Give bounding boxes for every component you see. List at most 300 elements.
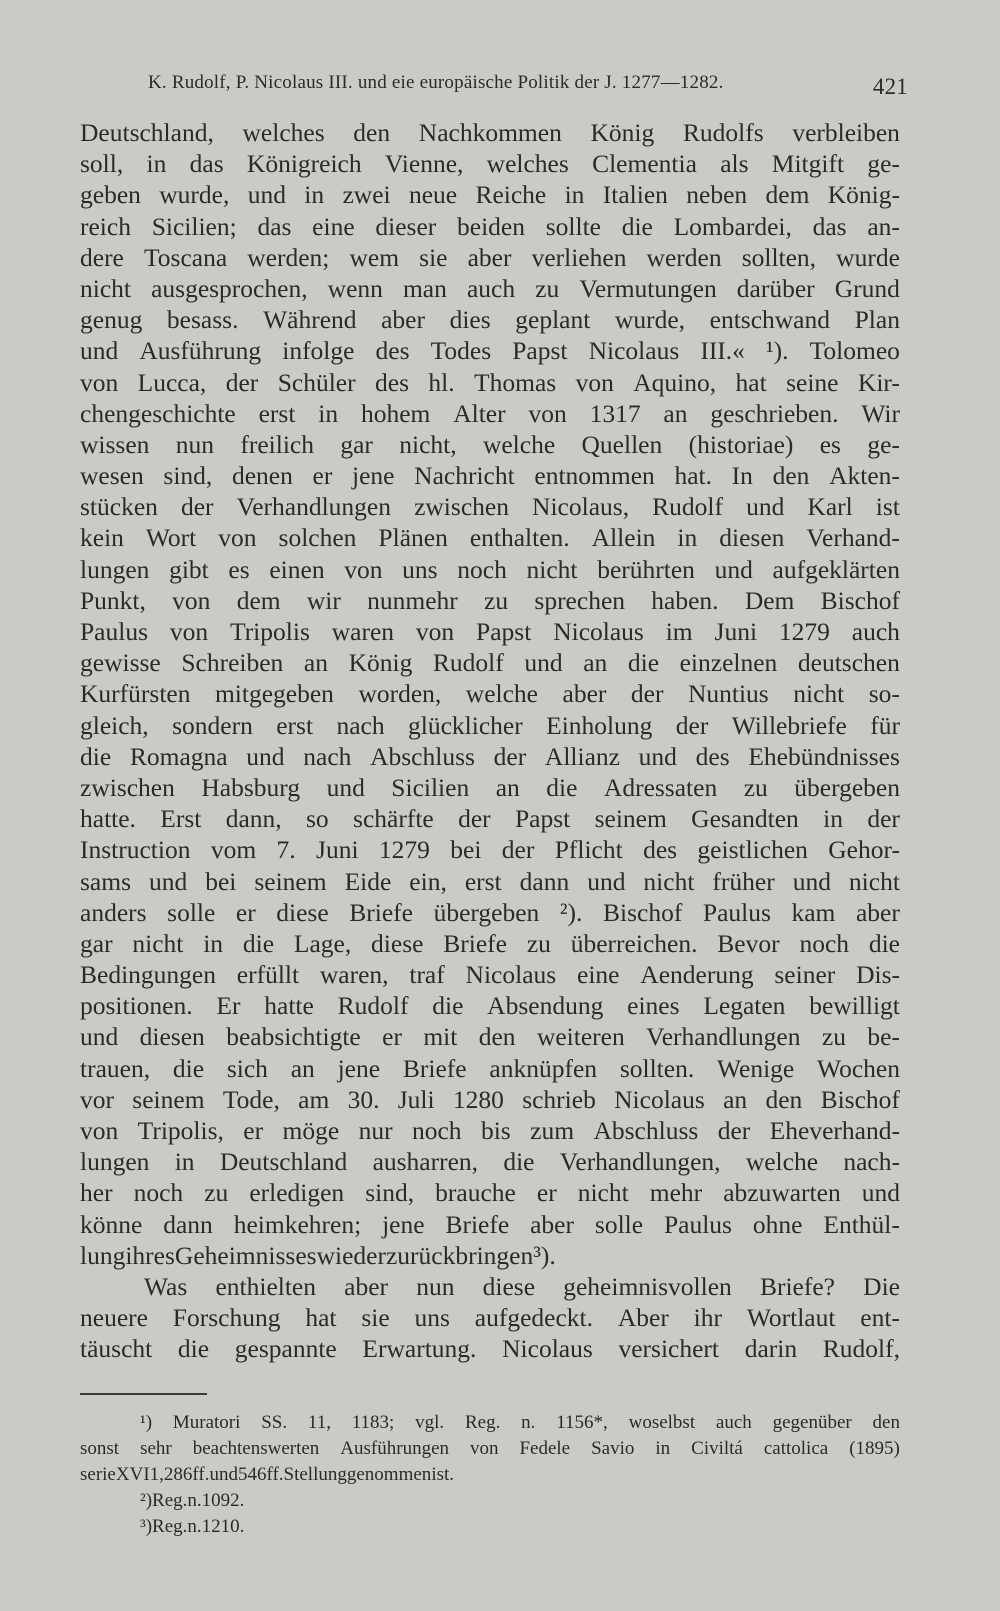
word: und <box>209 1464 238 1485</box>
text-line <box>80 148 900 179</box>
word: Erst <box>160 804 202 834</box>
text-line <box>80 1240 900 1271</box>
word: trauen, <box>80 1053 151 1083</box>
word: vor <box>80 1084 114 1114</box>
word: zu <box>535 273 560 303</box>
word: diese <box>276 897 329 927</box>
word: Lucca, <box>137 367 207 397</box>
word: könne <box>80 1209 143 1239</box>
word: Nuntius <box>687 679 769 709</box>
word: nur <box>358 1116 393 1145</box>
text-line <box>80 741 900 772</box>
word: Quellen <box>581 429 663 459</box>
word: anders <box>80 897 147 927</box>
word: her <box>80 1178 113 1208</box>
word: Toscana <box>143 242 228 272</box>
word: sollten, <box>741 242 817 272</box>
footnote-line <box>80 1488 900 1514</box>
word: ent- <box>860 1303 900 1333</box>
word: in <box>146 149 167 179</box>
word: geben <box>80 180 141 210</box>
word: diesen <box>719 523 785 553</box>
word: dere <box>80 242 124 272</box>
text-line <box>80 959 900 990</box>
word: wem <box>349 242 400 272</box>
word: von <box>344 554 383 584</box>
text-line <box>80 710 900 741</box>
word: die <box>177 1334 210 1364</box>
word: ff. <box>192 1464 210 1485</box>
word: der <box>630 679 664 709</box>
word: auch <box>851 617 900 646</box>
word: das <box>257 211 292 241</box>
word: ²). <box>559 897 583 927</box>
word: dann <box>163 1209 213 1239</box>
word: welches <box>242 118 325 147</box>
word: Akten- <box>829 461 900 491</box>
word: so- <box>868 679 900 709</box>
word: verliehen <box>531 242 627 272</box>
word: Aenderung <box>640 960 754 990</box>
word: Verhandlungen <box>646 1022 801 1052</box>
word: Schüler <box>277 367 356 397</box>
word: positionen. <box>80 991 193 1021</box>
word: von <box>575 367 614 397</box>
word: in <box>564 180 585 210</box>
word: Geheimnisses <box>174 1240 317 1270</box>
word: hat <box>305 1303 337 1333</box>
word: Instruction <box>80 835 191 865</box>
word: geschrieben. <box>710 398 839 428</box>
word: König- <box>827 180 900 210</box>
word: sondern <box>172 710 253 740</box>
footnote-divider <box>80 1393 207 1395</box>
word: erst <box>464 866 502 896</box>
word: von <box>169 617 209 646</box>
word: serie <box>80 1464 116 1485</box>
word: 11, <box>307 1412 331 1433</box>
word: noch <box>799 928 850 958</box>
word: eines <box>627 991 680 1021</box>
text-line <box>80 1209 900 1240</box>
word: die <box>621 211 653 241</box>
text-line <box>80 897 900 928</box>
word: Königreich <box>246 149 362 179</box>
word: Eheverhand- <box>769 1116 900 1145</box>
word: worden, <box>358 679 442 709</box>
word: beabsichtigte <box>226 1022 361 1052</box>
word: zwischen <box>80 772 175 802</box>
word: bis <box>480 1116 511 1145</box>
word: In <box>731 461 753 491</box>
word: Rudolf <box>432 648 504 678</box>
word: einen <box>269 554 325 584</box>
word: er <box>235 897 256 927</box>
word: an <box>495 772 520 802</box>
word: ist <box>875 492 900 522</box>
word: wurde, <box>159 180 230 210</box>
word: nun <box>416 1271 455 1301</box>
word: Romagna <box>129 741 228 771</box>
word: 1279 <box>378 835 430 865</box>
word: Ausführung <box>139 336 262 366</box>
footnote-line <box>80 1410 900 1436</box>
word: eine <box>577 960 620 990</box>
text-line <box>80 1021 900 1052</box>
word: ihr <box>693 1303 722 1333</box>
word: im <box>665 617 693 646</box>
word: Eide <box>344 866 392 896</box>
text-line <box>80 522 900 553</box>
word: ge- <box>867 429 900 459</box>
word: Bischof <box>820 585 900 615</box>
word: eine <box>312 211 355 241</box>
word: gleich, <box>80 710 149 740</box>
word: zum <box>530 1116 575 1145</box>
word: diese <box>371 928 424 958</box>
word: versichert <box>618 1334 719 1364</box>
word: nicht <box>643 866 695 896</box>
word: des <box>375 367 409 397</box>
word: mitgegeben <box>214 679 334 709</box>
word: 1156*, <box>556 1412 608 1433</box>
word: lungen <box>80 1147 150 1177</box>
word: sonst <box>80 1438 120 1459</box>
word: waren <box>331 617 395 646</box>
word: Tode, <box>222 1084 280 1114</box>
word: nicht, <box>399 429 457 459</box>
word: genommen <box>346 1464 432 1485</box>
word: wurde <box>836 242 900 272</box>
word: hat <box>735 367 767 397</box>
word: nicht <box>526 554 578 584</box>
word: 546 <box>237 1464 267 1485</box>
word: Wenige <box>717 1053 795 1083</box>
word: Vermutungen <box>579 273 717 303</box>
word: Plan <box>854 305 900 335</box>
word: der <box>493 741 527 771</box>
word: ff. <box>266 1464 284 1485</box>
word: ²) <box>140 1490 153 1511</box>
word: soll, <box>80 149 124 179</box>
word: Plänen <box>378 523 448 553</box>
word: Legaten <box>703 991 786 1021</box>
word: der <box>458 804 491 834</box>
word: Papst <box>476 617 532 646</box>
word: an- <box>867 211 900 241</box>
word: beachtenswerten <box>192 1438 320 1459</box>
word: hatte. <box>80 804 136 834</box>
word: Gehor- <box>828 835 900 865</box>
word: Rudolf <box>337 991 409 1021</box>
word: lung <box>80 1240 126 1270</box>
word: Muratori <box>172 1412 241 1433</box>
word: erledigen <box>249 1178 345 1208</box>
word: nach- <box>843 1147 900 1177</box>
word: in <box>677 523 698 553</box>
word: Die <box>863 1271 900 1301</box>
word: in <box>655 1438 671 1459</box>
word: Sicilien <box>391 772 470 802</box>
word: lungen <box>80 554 150 584</box>
word: sind, <box>365 1178 415 1208</box>
word: Allianz <box>544 741 620 771</box>
word: überreichen. <box>570 928 698 958</box>
word: zu <box>204 1178 229 1208</box>
word: nunmehr <box>367 585 458 615</box>
word: Clementia <box>592 149 697 179</box>
word: noch <box>457 554 507 584</box>
word: Wir <box>861 398 900 428</box>
word: den <box>353 118 391 147</box>
word: Thomas <box>474 367 557 397</box>
word: Er <box>216 991 241 1021</box>
word: Briefe <box>443 928 507 958</box>
word: Grund <box>834 273 900 303</box>
text-line <box>80 585 900 616</box>
word: 7. <box>276 835 296 865</box>
word: sie <box>419 242 448 272</box>
word: waren, <box>319 960 389 990</box>
word: uns <box>402 554 438 584</box>
word: hat. <box>674 461 712 491</box>
page-header <box>148 66 908 100</box>
word: und <box>714 554 753 584</box>
word: Verhandlungen <box>236 492 391 522</box>
word: nach <box>303 741 352 771</box>
word: 286 <box>163 1464 193 1485</box>
word: welches <box>486 149 569 179</box>
word: aber <box>530 1209 574 1239</box>
word: so <box>306 804 329 834</box>
word: 1210. <box>201 1516 245 1537</box>
word: er <box>243 1116 264 1145</box>
text-line <box>80 367 900 398</box>
word: cattolica <box>763 1438 829 1459</box>
word: die <box>546 772 578 802</box>
word: und <box>247 180 286 210</box>
word: seiner <box>774 960 836 990</box>
word: kein <box>80 523 124 553</box>
word: ausharren, <box>372 1147 479 1177</box>
word: nun <box>175 429 215 459</box>
word: noch <box>133 1178 184 1208</box>
word: 1092. <box>201 1490 245 1511</box>
word: der <box>501 835 535 865</box>
word: welche <box>465 679 539 709</box>
word: Bischof <box>602 897 683 927</box>
word: Fedele <box>519 1438 571 1459</box>
word: Deutschland <box>219 1147 348 1177</box>
word: Gesandten <box>691 804 799 834</box>
word: traf <box>409 960 445 990</box>
word: Reg. <box>152 1490 188 1511</box>
word: auch <box>466 273 516 303</box>
word: brauche <box>435 1178 516 1208</box>
word: 1183; <box>351 1412 395 1433</box>
word: seine <box>786 367 839 397</box>
word: enthalten. <box>469 523 570 553</box>
word: n. <box>521 1412 536 1433</box>
word: noch <box>411 1116 462 1145</box>
word: Tripolis <box>230 617 310 646</box>
word: Wortlaut <box>746 1303 836 1333</box>
word: Briefe <box>445 1209 510 1239</box>
word: jene <box>352 461 395 491</box>
word: woselbst <box>628 1412 696 1433</box>
word: kam <box>791 897 836 927</box>
word: gespannte <box>234 1334 337 1364</box>
word: sprechen <box>534 585 626 615</box>
word: wurde, <box>614 305 686 335</box>
word: an <box>290 1053 315 1083</box>
word: seinem <box>594 804 667 834</box>
word: und <box>638 741 677 771</box>
word: Bischof <box>820 1084 900 1114</box>
word: gibt <box>169 554 209 584</box>
word: gewisse <box>80 648 161 678</box>
text-line <box>80 398 900 429</box>
word: der <box>180 492 214 522</box>
word: sind, <box>163 461 213 491</box>
word: (historiae) <box>688 429 794 459</box>
word: heimkehren; <box>233 1209 362 1239</box>
text-line <box>80 647 900 678</box>
text-line <box>80 335 900 366</box>
text-line <box>80 1084 900 1115</box>
main-text <box>80 117 900 1365</box>
word: dieser <box>375 211 437 241</box>
word: Deutschland, <box>80 118 214 147</box>
text-line <box>80 179 900 210</box>
footnote-line <box>80 1436 900 1462</box>
word: hl. <box>428 367 455 397</box>
word: Briefe <box>402 1053 467 1083</box>
word: an <box>723 1084 748 1114</box>
word: die <box>432 991 464 1021</box>
word: von <box>80 1116 119 1145</box>
text-line <box>80 554 900 585</box>
word: Papst <box>514 804 571 834</box>
word: infolge <box>282 336 355 366</box>
text-line <box>80 990 900 1021</box>
word: das <box>812 211 847 241</box>
word: nicht <box>80 273 131 303</box>
word: Nicolaus <box>465 960 557 990</box>
word: nicht <box>793 679 845 709</box>
word: Italien <box>602 180 668 210</box>
word: aber <box>467 242 512 272</box>
word: Abschluss <box>593 1116 699 1145</box>
word: die <box>80 741 112 771</box>
word: an <box>583 648 608 678</box>
word: Stellung <box>283 1464 347 1485</box>
word: Absendung <box>487 991 604 1021</box>
word: Sicilien; <box>151 211 237 241</box>
word: Civiltá <box>691 1438 743 1459</box>
word: und <box>746 492 785 522</box>
word: enthielten <box>215 1271 316 1301</box>
text-line <box>80 616 900 647</box>
word: bewilligt <box>809 991 900 1021</box>
word: nicht <box>577 1178 629 1208</box>
word: entschwand <box>709 305 831 335</box>
word: entnommen <box>534 461 655 491</box>
word: darüber <box>736 273 815 303</box>
word: Pflicht <box>554 835 623 865</box>
word: den <box>772 461 810 491</box>
word: mit <box>423 1022 458 1052</box>
word: deutschen <box>797 648 900 678</box>
word: Nicolaus <box>502 1334 593 1364</box>
word: erst <box>276 710 314 740</box>
word: nach <box>336 710 385 740</box>
word: ³). <box>533 1240 556 1270</box>
word: denen <box>231 461 293 491</box>
word: nicht <box>132 928 184 958</box>
word: nicht <box>848 866 900 896</box>
word: Einholung <box>546 710 653 740</box>
word: auch <box>715 1412 752 1433</box>
word: und <box>246 741 285 771</box>
word: aber <box>562 679 607 709</box>
word: geplant <box>515 305 591 335</box>
word: dann, <box>225 804 282 834</box>
word: neuere <box>80 1303 148 1333</box>
word: bei <box>450 835 482 865</box>
word: 1, <box>149 1464 164 1485</box>
word: Vienne, <box>384 149 464 179</box>
word: Bevor <box>717 928 780 958</box>
word: schärfte <box>353 804 434 834</box>
word: werden <box>646 242 722 272</box>
text-line <box>80 803 900 834</box>
word: sams <box>80 866 131 896</box>
word: Ehebündnisses <box>748 741 900 771</box>
word: Juni <box>714 617 758 646</box>
word: es <box>819 429 841 459</box>
word: ist. <box>431 1464 455 1485</box>
word: von <box>469 1438 499 1459</box>
text-line <box>80 928 900 959</box>
word: beiden <box>457 211 525 241</box>
text-line <box>80 866 900 897</box>
word: Was <box>144 1271 188 1301</box>
word: aufgedeckt. <box>474 1303 593 1333</box>
word: der <box>867 804 900 834</box>
word: diese <box>482 1271 536 1301</box>
word: und <box>792 866 831 896</box>
word: ausgesprochen, <box>151 273 308 303</box>
word: erst <box>258 398 296 428</box>
word: Enthül- <box>823 1209 900 1239</box>
word: Verhandlungen, <box>559 1147 721 1177</box>
word: zu <box>821 1022 846 1052</box>
word: an <box>663 398 688 428</box>
word: der <box>717 1116 751 1145</box>
word: uns <box>414 1303 450 1333</box>
word: das <box>189 149 224 179</box>
word: aufgeklärten <box>772 554 900 584</box>
word: in <box>174 1147 195 1177</box>
word: sehr <box>140 1438 172 1459</box>
word: Juli <box>397 1084 435 1114</box>
word: verbleiben <box>792 118 900 147</box>
word: sich <box>226 1053 268 1083</box>
word: sollte <box>545 211 601 241</box>
word: aber <box>344 1271 389 1301</box>
word: Allein <box>591 523 656 553</box>
